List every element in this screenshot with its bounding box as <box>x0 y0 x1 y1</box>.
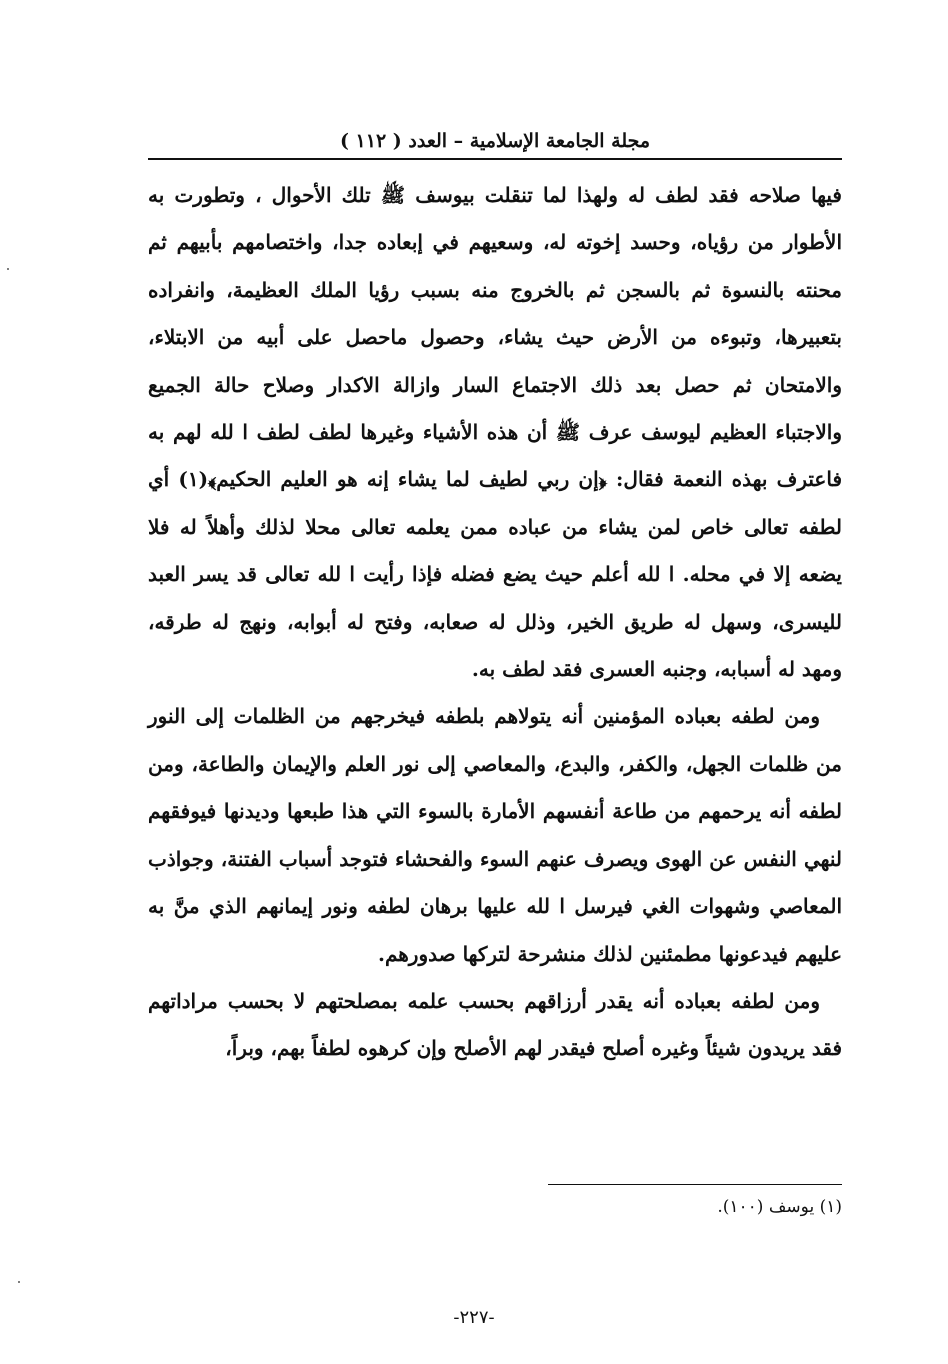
running-header: مجلة الجامعة الإسلامية – العدد ( ١١٢ ) <box>339 130 651 152</box>
paragraph: ومن لطفه بعباده أنه يقدر أرزاقهم بحسب علمه بمصلحتهم لا بحسب مراداتهم فقد يريدون شيئاً وغيره أصلح فيقدر لهم الأصلح وإن كرهوه لطفاً بهم، وبراً، <box>148 988 842 1061</box>
paragraph: فيها صلاحه فقد لطف له ولهذا لما تنقلت بيوسف ﷺ تلك الأحوال ، وتطورت به الأطوار من رؤياه، وحسد إخوته له، وسعيهم في إبعاده جدا، واختصامهم بأبيهم ثم محنته بالنسوة ثم بالسجن ثم بالخروج منه بسبب رؤيا الملك العظيمة، وانفراده بتعبيرها، وتبوءه من الأرض حيث يشاء، وحصول ماحصل على أبيه من الابتلاء، والامتحان ثم حصل بعد ذلك الاجتماع السار وازالة الاكدار وصلاح حالة الجميع والاجتباء العظيم ليوسف عرف ﷺ أن هذه الأشياء وغيرها لطف لطف ا لله لهم به فاعترف بهذه النعمة فقال: ﴿إن ربي لطيف لما يشاء إنه هو العليم الحكيم﴾(١) أي لطفه تعالى خاص لمن يشاء من عباده ممن يعلمه تعالى محلا لذلك وأهلاً له فلا يضعه إلا في محله. ا لله أعلم حيث يضع فضله فإذا رأيت ا لله تعالى قد يسر العبد لليسرى، وسهل له طريق الخير، وذلل له صعابه، وفتح له أبوابه، ونهج له طرقه، ومهد له أسبابه، وجنبه العسرى فقد لطف به. <box>148 183 842 682</box>
footnote-divider <box>548 1184 842 1185</box>
paragraph: ومن لطفه بعباده المؤمنين أنه يتولاهم بلطفه فيخرجهم من الظلمات إلى النور من ظلمات الجهل، والكفر، والبدع، والمعاصي إلى نور العلم والإيمان والطاعة، ومن لطفه أنه يرحمهم من طاعة أنفسهم الأمارة بالسوء التي هذا طبعها وديدنها فيوفقهم لنهي النفس عن الهوى ويصرف عنهم السوء والفحشاء فتوجد أسباب الفتنة، وجواذب المعاصي وشهوات الغي فيرسل ا لله عليها برهان لطفه ونور إيمانهم الذي منَّ به عليهم فيدعونها مطمئنين لذلك منشرحة لتركها صدورهم. <box>148 704 842 966</box>
page-number: -٢٢٧- <box>453 1307 495 1328</box>
main-text <box>148 172 842 1073</box>
footnote: (١) يوسف (١٠٠). <box>717 1197 842 1217</box>
scan-speck <box>18 1281 20 1283</box>
header-divider <box>148 158 842 160</box>
scan-speck <box>7 268 9 270</box>
